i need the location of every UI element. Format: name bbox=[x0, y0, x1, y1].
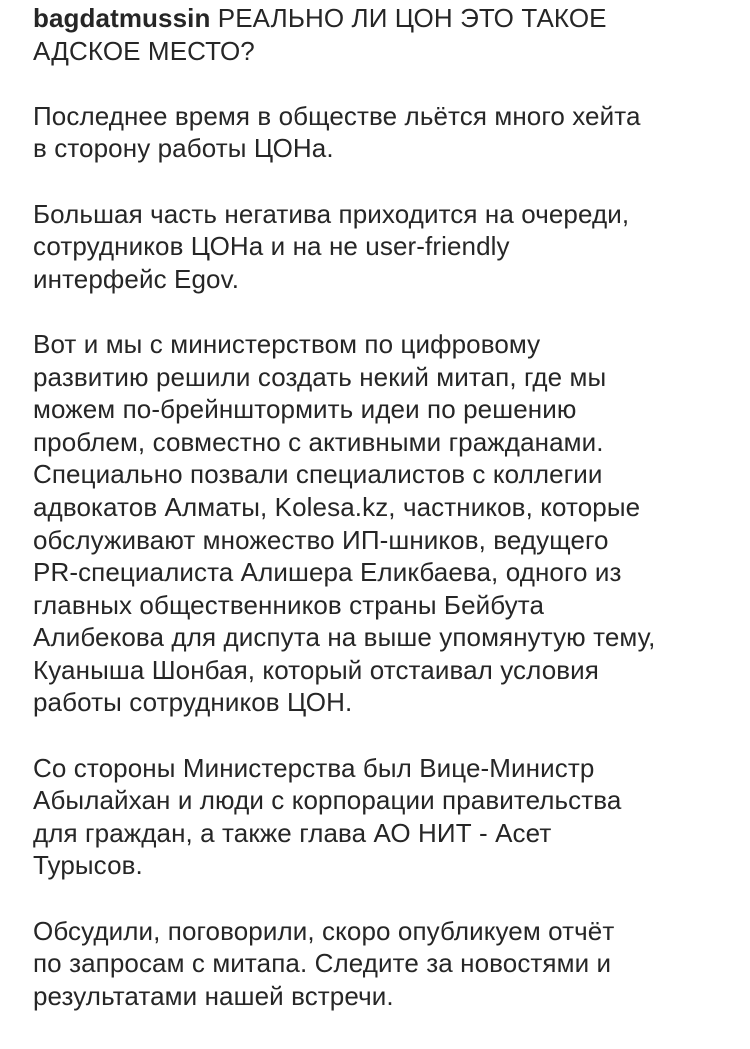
caption-paragraph bbox=[33, 328, 733, 719]
caption-line: Большая часть негатива приходится на очереди, bbox=[33, 198, 630, 229]
caption-line: по запросам с митапа. Следите за новостями и bbox=[33, 948, 612, 979]
caption-line: АДСКОЕ МЕСТО? bbox=[33, 35, 255, 66]
caption-line: адвокатов Алматы, Kolesa.kz, частников, которые bbox=[33, 491, 641, 522]
caption-line: проблем, совместно с активными гражданами. bbox=[33, 426, 604, 457]
caption-line: развитию решили создать некий митап, где мы bbox=[33, 361, 607, 392]
caption-line: Со стороны Министерства был Вице-Министр bbox=[33, 752, 595, 783]
caption-line: работы сотрудников ЦОН. bbox=[33, 687, 353, 718]
caption-line: интерфейс Egov. bbox=[33, 263, 240, 294]
username-link[interactable]: bagdatmussin bbox=[33, 3, 211, 33]
caption-line: Вот и мы с министерством по цифровому bbox=[33, 328, 541, 359]
caption-line: Специально позвали специалистов с коллегии bbox=[33, 459, 603, 490]
caption-line: Алибекова для диспута на выше упомянутую тему, bbox=[33, 622, 656, 653]
caption-line: главных общественников страны Бейбута bbox=[33, 589, 545, 620]
caption-line: обслуживают множество ИП-шников, ведущего bbox=[33, 524, 609, 555]
caption-line: Куаныша Шонбая, который отстаивал условия bbox=[33, 654, 599, 685]
caption-line: PR-специалиста Алишера Еликбаева, одного из bbox=[33, 557, 622, 588]
caption-line: результатами нашей встречи. bbox=[33, 980, 394, 1011]
post-caption bbox=[33, 2, 733, 1045]
caption-line: Турысов. bbox=[33, 850, 143, 881]
caption-text: РЕАЛЬНО ЛИ ЦОН ЭТО ТАКОЕ bbox=[217, 3, 607, 33]
caption-line: для граждан, а также глава АО НИТ - Асет bbox=[33, 817, 552, 848]
caption-paragraph bbox=[33, 2, 733, 67]
caption-paragraph bbox=[33, 198, 733, 296]
caption-paragraph bbox=[33, 100, 733, 165]
caption-line: Последнее время в обществе льётся много хейта bbox=[33, 100, 641, 131]
caption-paragraph bbox=[33, 752, 733, 882]
caption-paragraph bbox=[33, 915, 733, 1013]
caption-line: Абылайхан и люди с корпорации правительства bbox=[33, 785, 622, 816]
caption-line: в сторону работы ЦОНа. bbox=[33, 133, 334, 164]
caption-line: Обсудили, поговорили, скоро опубликуем отчёт bbox=[33, 915, 615, 946]
caption-line bbox=[33, 2, 733, 35]
caption-line: можем по-брейнштормить идеи по решению bbox=[33, 394, 577, 425]
caption-line: сотрудников ЦОНа и на не user-friendly bbox=[33, 231, 510, 262]
